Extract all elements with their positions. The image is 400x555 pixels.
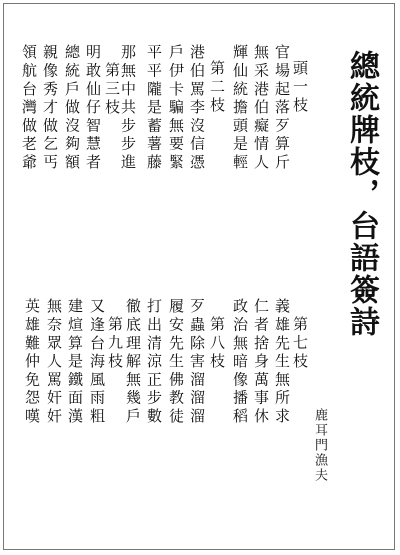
poem-line: 政治無暗像播稻	[231, 298, 249, 427]
poem-heading: 第二枝	[208, 60, 226, 115]
poem-line: 港伯罵李沒信憑	[188, 44, 206, 173]
poem-line: 英雄難仲免怨嘆	[23, 298, 41, 427]
poem-line: 履安先生佛教徒	[167, 298, 185, 427]
poem-line: 建煊算是鐵面漢	[66, 298, 84, 427]
poem-line: 總統戶做沒夠額	[63, 44, 81, 173]
poem-heading: 第八枝	[208, 316, 226, 371]
poem-line: 無采港伯癡情人	[252, 44, 270, 173]
poem-line: 明敢仙仔智慧者	[84, 44, 102, 173]
poem-line: 歹蟲除害溜溜溜	[188, 298, 206, 427]
poem-heading: 第七枝	[291, 316, 309, 371]
poem-line: 又逢台海風雨粗	[88, 298, 106, 427]
poem-line: 無奈眾人罵奸奸	[45, 298, 63, 427]
poem-line: 平平隴是蓄薯藤	[145, 44, 163, 173]
poem-line: 那無中共步步進	[119, 44, 137, 173]
poem-line: 仁者捨身萬事休	[252, 298, 270, 427]
poem-heading: 第九枝	[106, 316, 124, 371]
poem-heading: 第三枝	[103, 62, 121, 117]
poem-line: 親像秀才做乞丐	[41, 44, 59, 173]
poem-line: 官場起落歹算斤	[273, 44, 291, 173]
poem-heading: 頭一枝	[291, 60, 309, 115]
author-byline: 鹿耳門漁夫	[312, 408, 327, 483]
poem-line: 輝仙統擔頭是輕	[231, 44, 249, 173]
poem-line: 打出清涼正步數	[145, 298, 163, 427]
poem-line: 義雄先生無所求	[273, 298, 291, 427]
poem-line: 領航台灣做老爺	[20, 44, 38, 173]
document-title: 總統牌枝，台語簽詩	[344, 50, 379, 338]
poem-line: 戶伊卡騙無要緊	[167, 44, 185, 173]
poem-line: 徹底理解無幾戶	[124, 298, 142, 427]
